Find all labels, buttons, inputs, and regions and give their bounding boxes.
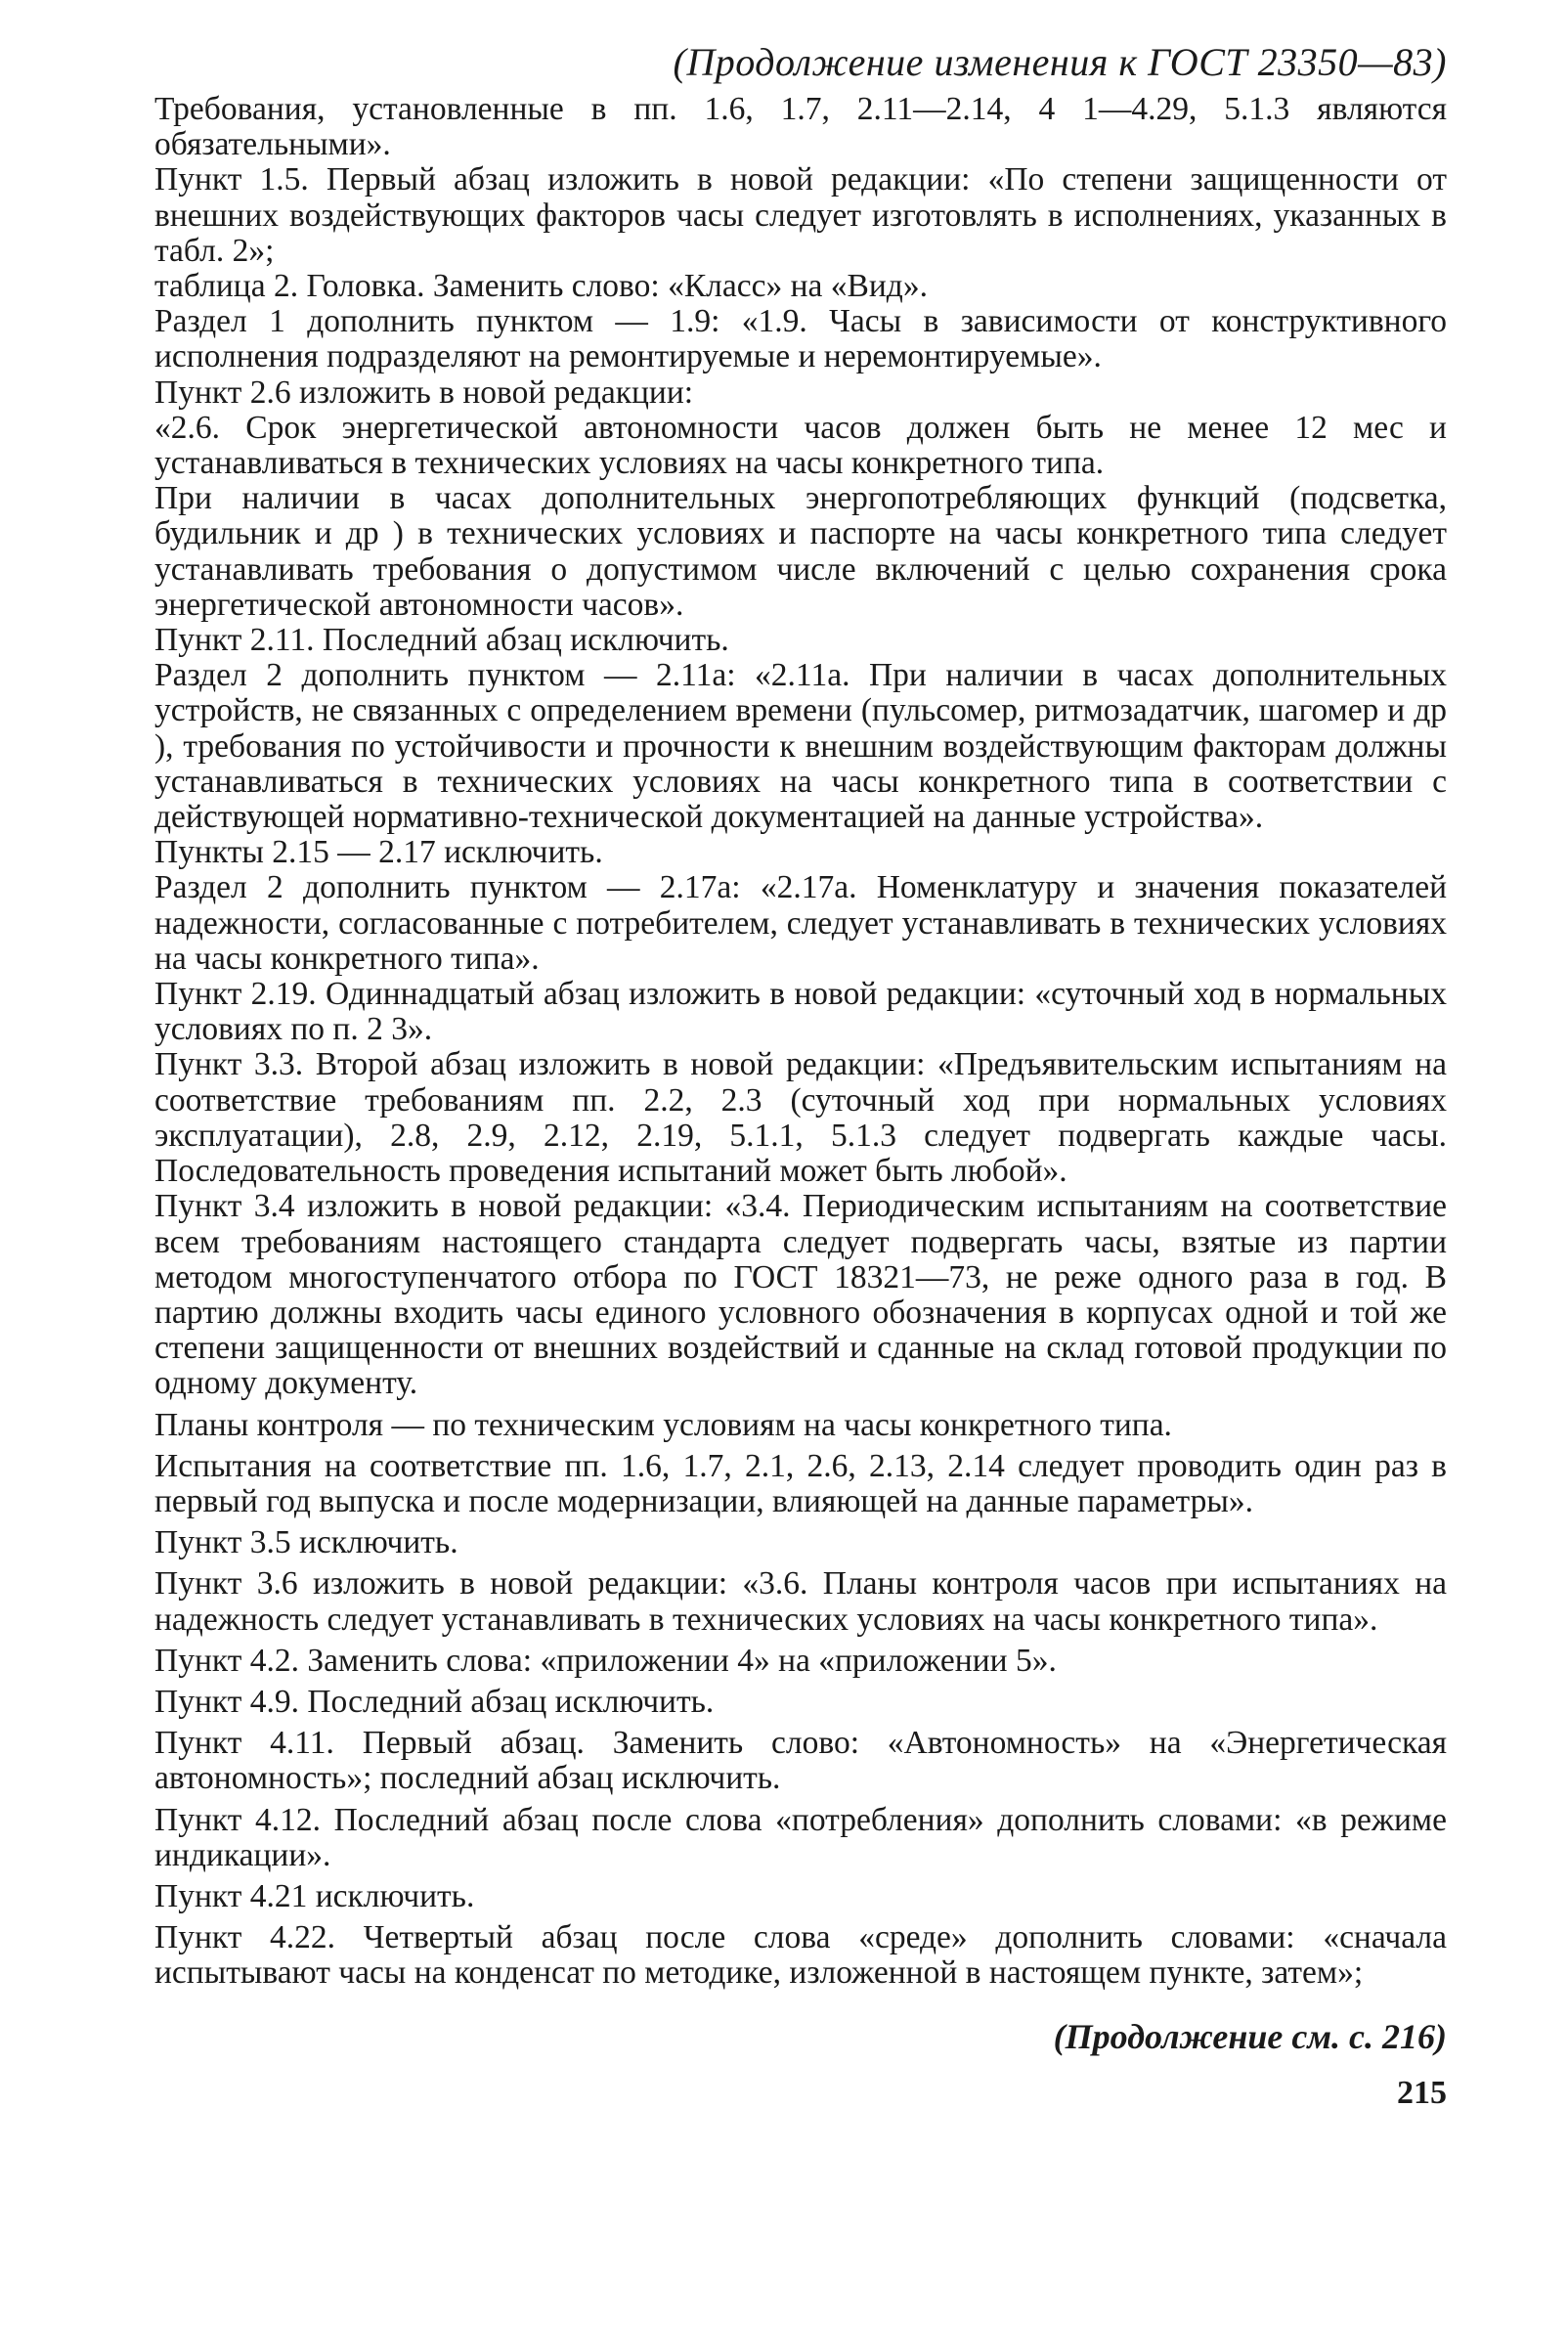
paragraph-requirements: Требования, установленные в пп. 1.6, 1.7, 2.11—2.14, 4 1—4.29, 5.1.3 являются обязательными».: [154, 91, 1447, 163]
paragraph-item-3-4: Пункт 3.4 изложить в новой редакции: «3.4. Периодическим испытаниям на соответствие всем требованиям настоящего стандарта следует подвергать часы, взятые из партии методом многоступенчатого отбора по ГОСТ 18321—73, не реже одного раза в год. В партию должны входить часы единого условного обозначения в корпусах одной и той же степени защищенности от внешних воздействий и сданные на склад готовой продукции по одному документу.: [154, 1188, 1447, 1402]
paragraph-item-3-6: Пункт 3.6 изложить в новой редакции: «3.6. Планы контроля часов при испытаниях на надежность следует устанавливать в технических условиях на часы конкретного типа».: [154, 1565, 1447, 1638]
paragraph-item-2-19: Пункт 2.19. Одиннадцатый абзац изложить в новой редакции: «суточный ход в нормальных условиях по п. 2 3».: [154, 976, 1447, 1048]
paragraph-item-1-5: Пункт 1.5. Первый абзац изложить в новой редакции: «По степени защищенности от внешних воздействующих факторов часы следует изготовлять в исполнениях, указанных в табл. 2»;: [154, 161, 1447, 269]
paragraph-item-2-11a: Раздел 2 дополнить пунктом — 2.11а: «2.11а. При наличии в часах дополнительных устройств, не связанных с определением времени (пульсомер, ритмозадатчик, шагомер и др ), требования по устойчивости и прочности к внешним воздействующим факторам должны устанавливаться в технических условиях на часы конкретного типа в соответствии с действующей нормативно-технической документацией на данные устройства».: [154, 657, 1447, 836]
paragraph-item-2-6-text: «2.6. Срок энергетической автономности часов должен быть не менее 12 мес и устанавливаться в технических условиях на часы конкретного типа.: [154, 409, 1447, 482]
paragraph-item-4-11: Пункт 4.11. Первый абзац. Заменить слово: «Автономность» на «Энергетическая автономность»; последний абзац исключить.: [154, 1725, 1447, 1797]
paragraph-item-4-22: Пункт 4.22. Четвертый абзац после слова «среде» дополнить словами: «сначала испытывают часы на конденсат по методике, изложенной в настоящем пункте, затем»;: [154, 1919, 1447, 1992]
paragraph-item-2-11: Пункт 2.11. Последний абзац исключить.: [154, 622, 729, 659]
paragraph-item-4-2: Пункт 4.2. Заменить слова: «приложении 4» на «приложении 5».: [154, 1642, 1057, 1679]
paragraph-item-3-3: Пункт 3.3. Второй абзац изложить в новой редакции: «Предъявительским испытаниям на соответствие требованиям пп. 2.2, 2.3 (суточный ход при нормальных условиях эксплуатации), 2.8, 2.9, 2.12, 2.19, 5.1.1, 5.1.3 следует подвергать каждые часы. Последовательность проведения испытаний может быть любой».: [154, 1046, 1447, 1190]
paragraph-tests-compliance: Испытания на соответствие пп. 1.6, 1.7, 2.1, 2.6, 2.13, 2.14 следует проводить один раз в первый год выпуска и после модернизации, влияющей на данные параметры».: [154, 1447, 1447, 1519]
continuation-note: (Продолжение см. с. 216): [1053, 2016, 1447, 2056]
paragraph-control-plans: Планы контроля — по техническим условиям на часы конкретного типа.: [154, 1406, 1172, 1443]
document-body: [154, 92, 1447, 1992]
paragraph-energy-functions: При наличии в часах дополнительных энергопотребляющих функций (подсветка, будильник и др ) в технических условиях и паспорте на часы конкретного типа следует устанавливать требования о допустимом числе включений с целью сохранения срока энергетической автономности часов».: [154, 480, 1447, 623]
paragraph-item-4-12: Пункт 4.12. Последний абзац после слова «потребления» дополнить словами: «в режиме индикации».: [154, 1801, 1447, 1873]
document-page: [154, 39, 1447, 2307]
paragraph-item-4-21: Пункт 4.21 исключить.: [154, 1877, 475, 1914]
paragraph-section-1-add: Раздел 1 дополнить пунктом — 1.9: «1.9. Часы в зависимости от конструктивного исполнения подразделяют на ремонтируемые и неремонтируемые».: [154, 303, 1447, 375]
paragraph-item-4-9: Пункт 4.9. Последний абзац исключить.: [154, 1683, 715, 1720]
running-header: (Продолжение изменения к ГОСТ 23350—83): [673, 40, 1447, 84]
paragraph-table-2: таблица 2. Головка. Заменить слово: «Класс» на «Вид».: [154, 268, 928, 305]
paragraph-items-2-15-2-17: Пункты 2.15 — 2.17 исключить.: [154, 834, 603, 871]
paragraph-item-2-17a: Раздел 2 дополнить пунктом — 2.17а: «2.17а. Номенклатуру и значения показателей надежности, согласованные с потребителем, следует устанавливать в технических условиях на часы конкретного типа».: [154, 869, 1447, 977]
paragraph-item-2-6: Пункт 2.6 изложить в новой редакции:: [154, 373, 694, 411]
paragraph-item-3-5: Пункт 3.5 исключить.: [154, 1524, 458, 1561]
page-number: 215: [1397, 2074, 1447, 2111]
